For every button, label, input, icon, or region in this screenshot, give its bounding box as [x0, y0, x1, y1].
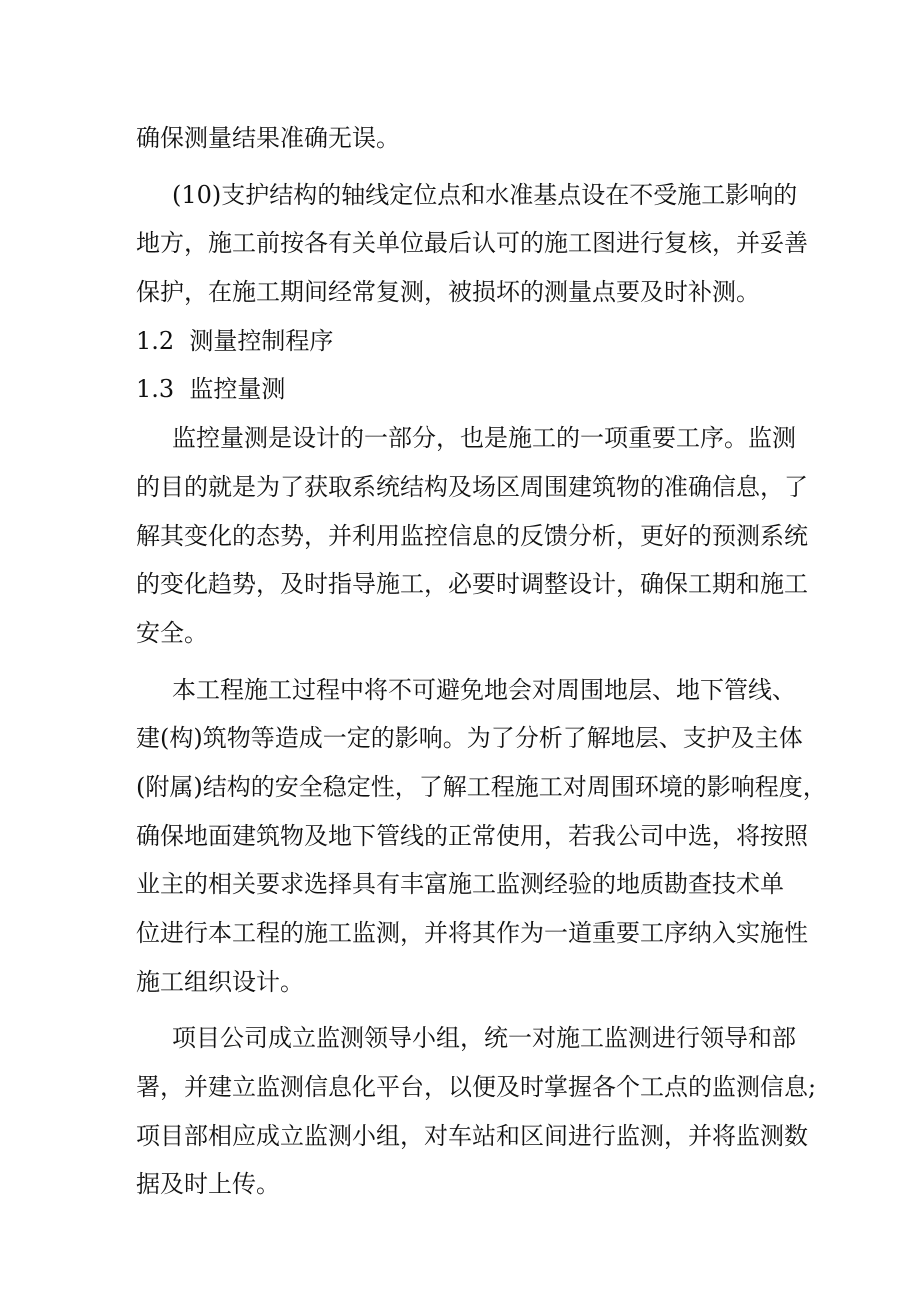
text-line: 的变化趋势，及时指导施工，必要时调整设计，确保工期和施工 [136, 570, 808, 599]
text-line: 解其变化的态势，并利用监控信息的反馈分析，更好的预测系统 [136, 521, 808, 550]
text-line: 地方，施工前按各有关单位最后认可的施工图进行复核，并妥善 [136, 229, 808, 258]
paragraph-item-10 [136, 171, 808, 317]
paragraph-project-impact [136, 666, 827, 1007]
text-line: 的目的就是为了获取系统结构及场区周围建筑物的准确信息，了 [136, 472, 808, 501]
text-line: 本工程施工过程中将不可避免地会对周围地层、地下管线、 [172, 675, 796, 704]
document-body [136, 114, 827, 1209]
section-heading-1-2: 1.2 测量控制程序 [136, 326, 334, 355]
section-heading-1-3: 1.3 监控量测 [136, 375, 286, 404]
text-line: 施工组织设计。 [136, 967, 304, 996]
text-line: (10)支护结构的轴线定位点和水准基点设在不受施工影响的 [172, 180, 798, 209]
paragraph-monitoring-intro [136, 414, 808, 657]
text-line: 安全。 [136, 618, 208, 647]
text-line: 确保地面建筑物及地下管线的正常使用，若我公司中选，将按照 [136, 821, 808, 850]
text-line: 确保测量结果准确无误。 [136, 124, 400, 152]
text-line: 署，并建立监测信息化平台，以便及时掌握各个工点的监测信息; [136, 1073, 817, 1102]
text-line: 据及时上传。 [136, 1170, 280, 1199]
paragraph-continued [136, 114, 784, 163]
text-line: 监控量测是设计的一部分，也是施工的一项重要工序。监测 [172, 424, 796, 453]
text-line: 保护，在施工期间经常复测，被损坏的测量点要及时补测。 [136, 278, 760, 307]
text-line: 业主的相关要求选择具有丰富施工监测经验的地质勘查技术单 [136, 870, 784, 899]
text-line: (附属)结构的安全稳定性，了解工程施工对周围环境的影响程度， [136, 772, 827, 801]
text-line: 建(构)筑物等造成一定的影响。为了分析了解地层、支护及主体 [136, 724, 803, 753]
text-line: 项目公司成立监测领导小组，统一对施工监测进行领导和部 [172, 1024, 796, 1053]
text-line: 位进行本工程的施工监测，并将其作为一道重要工序纳入实施性 [136, 919, 808, 947]
paragraph-organization [136, 1014, 817, 1209]
text-line: 项目部相应成立监测小组，对车站和区间进行监测，并将监测数 [136, 1121, 808, 1150]
